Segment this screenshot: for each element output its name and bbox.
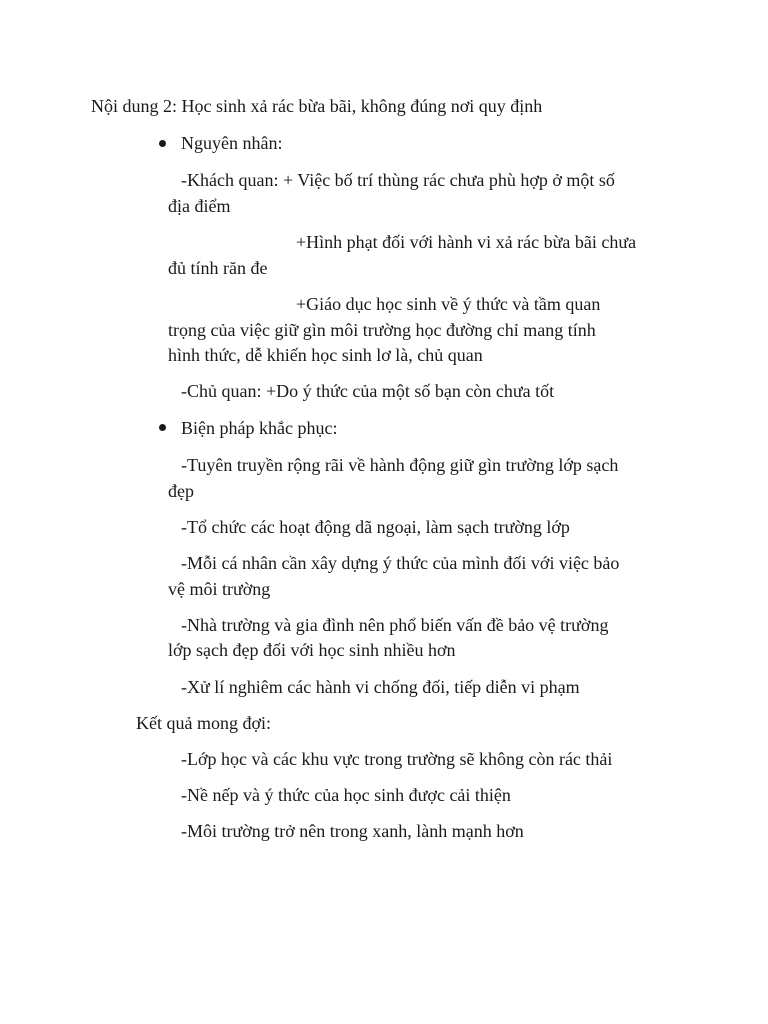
cause-objective-line-1: -Khách quan: + Việc bố trí thùng rác chưa phù hợp ở một số <box>181 170 615 190</box>
solution-item-4-line-1: -Nhà trường và gia đình nên phổ biến vấn đề bảo vệ trường <box>181 615 609 635</box>
solution-item-3-line-1: -Mỗi cá nhân cần xây dựng ý thức của mình đối với việc bảo <box>181 553 620 573</box>
cause-subjective: -Chủ quan: +Do ý thức của một số bạn còn chưa tốt <box>181 381 555 401</box>
cause-objective-line-2: địa điểm <box>168 196 231 216</box>
cause-education-line-1: +Giáo dục học sinh về ý thức và tầm quan <box>296 294 601 314</box>
page-heading: Nội dung 2: Học sinh xả rác bừa bãi, không đúng nơi quy định <box>91 96 543 116</box>
result-item-2: -Nề nếp và ý thức của học sinh được cải thiện <box>181 785 511 805</box>
result-item-3: -Môi trường trở nên trong xanh, lành mạnh hơn <box>181 821 524 841</box>
bullet-solutions-icon <box>159 424 166 431</box>
result-item-1: -Lớp học và các khu vực trong trường sẽ không còn rác thải <box>181 749 613 769</box>
solution-item-1-line-1: -Tuyên truyền rộng rãi về hành động giữ gìn trường lớp sạch <box>181 455 619 475</box>
cause-education-line-2: trọng của việc giữ gìn môi trường học đường chỉ mang tính <box>168 320 596 340</box>
cause-education-line-3: hình thức, dễ khiến học sinh lơ là, chủ quan <box>168 345 483 365</box>
causes-title: Nguyên nhân: <box>181 133 283 153</box>
results-title: Kết quả mong đợi: <box>136 713 271 733</box>
solutions-title: Biện pháp khắc phục: <box>181 418 338 438</box>
cause-penalty-line-1: +Hình phạt đối với hành vi xả rác bừa bãi chưa <box>296 232 637 252</box>
solution-item-5: -Xử lí nghiêm các hành vi chống đối, tiếp diễn vi phạm <box>181 677 580 697</box>
cause-penalty-line-2: đủ tính răn đe <box>168 258 268 278</box>
solution-item-3-line-2: vệ môi trường <box>168 579 271 599</box>
solution-item-4-line-2: lớp sạch đẹp đối với học sinh nhiều hơn <box>168 640 456 660</box>
bullet-causes-icon <box>159 140 166 147</box>
solution-item-1-line-2: đẹp <box>168 481 194 501</box>
solution-item-2: -Tổ chức các hoạt động dã ngoại, làm sạch trường lớp <box>181 517 570 537</box>
